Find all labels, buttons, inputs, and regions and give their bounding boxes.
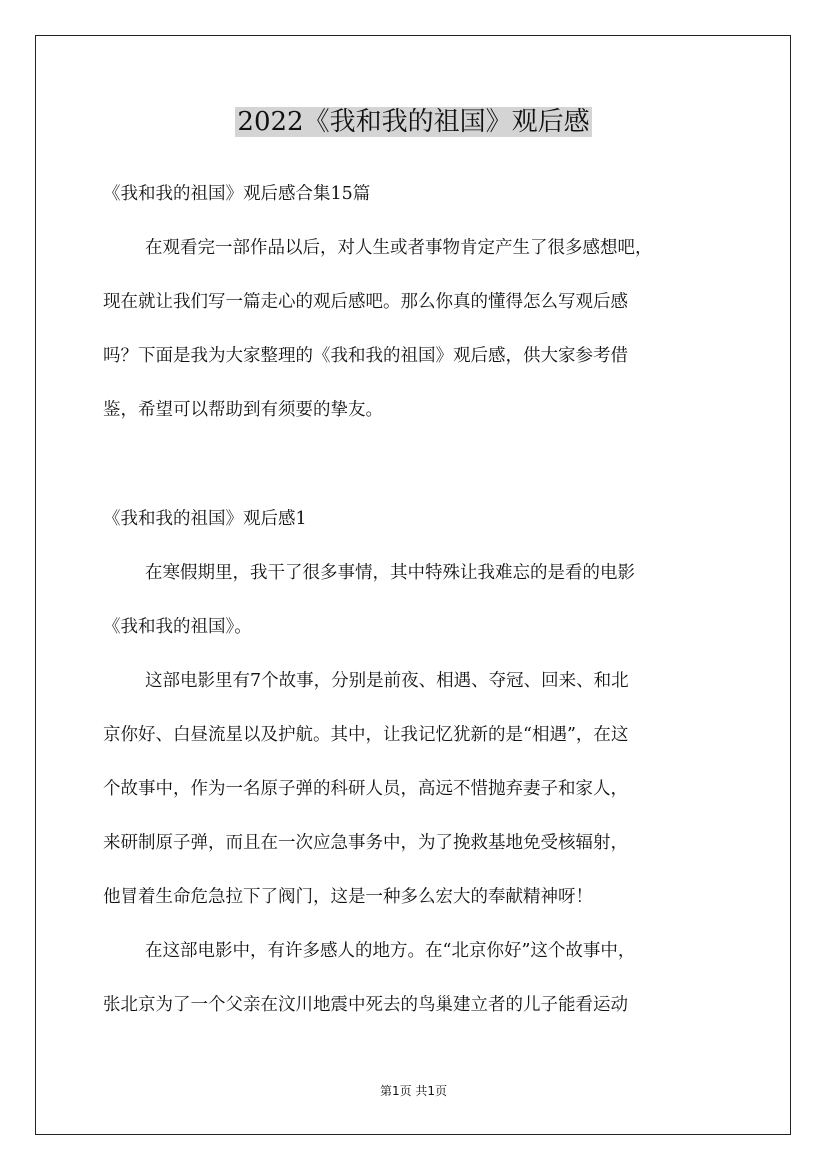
section-heading: 《我和我的祖国》观后感1 <box>103 509 307 529</box>
intro-line-3: 吗？下面是我为大家整理的《我和我的祖国》观后感，供大家参考借 <box>103 346 628 366</box>
body-line-1: 在寒假期里，我干了很多事情，其中特殊让我难忘的是看的电影 <box>145 563 635 583</box>
document-subtitle: 《我和我的祖国》观后感合集15篇 <box>103 184 371 204</box>
body-line-3: 这部电影里有7个故事，分别是前夜、相遇、夺冠、回来、和北 <box>145 671 629 691</box>
body-line-5: 个故事中，作为一名原子弹的科研人员，高远不惜抛弃妻子和家人， <box>103 779 628 799</box>
document-title <box>0 102 827 142</box>
intro-line-1: 在观看完一部作品以后，对人生或者事物肯定产生了很多感想吧， <box>145 238 653 258</box>
body-line-6: 来研制原子弹，而且在一次应急事务中，为了挽救基地免受核辐射， <box>103 833 628 853</box>
intro-line-4: 鉴，希望可以帮助到有须要的挚友。 <box>103 400 383 420</box>
intro-line-2: 现在就让我们写一篇走心的观后感吧。那么你真的懂得怎么写观后感 <box>103 292 628 312</box>
body-line-7: 他冒着生命危急拉下了阀门，这是一种多么宏大的奉献精神呀！ <box>103 887 593 907</box>
body-line-4: 京你好、白昼流星以及护航。其中，让我记忆犹新的是“相遇”，在这 <box>103 725 629 745</box>
document-title-text: 2022《我和我的祖国》观后感 <box>237 107 590 137</box>
body-line-2: 《我和我的祖国》。 <box>103 617 252 637</box>
page-number: 第1页 共1页 <box>379 1084 448 1098</box>
body-line-8: 在这部电影中，有许多感人的地方。在“北京你好”这个故事中， <box>145 941 636 961</box>
body-line-9: 张北京为了一个父亲在汶川地震中死去的鸟巢建立者的儿子能看运动 <box>103 995 628 1015</box>
